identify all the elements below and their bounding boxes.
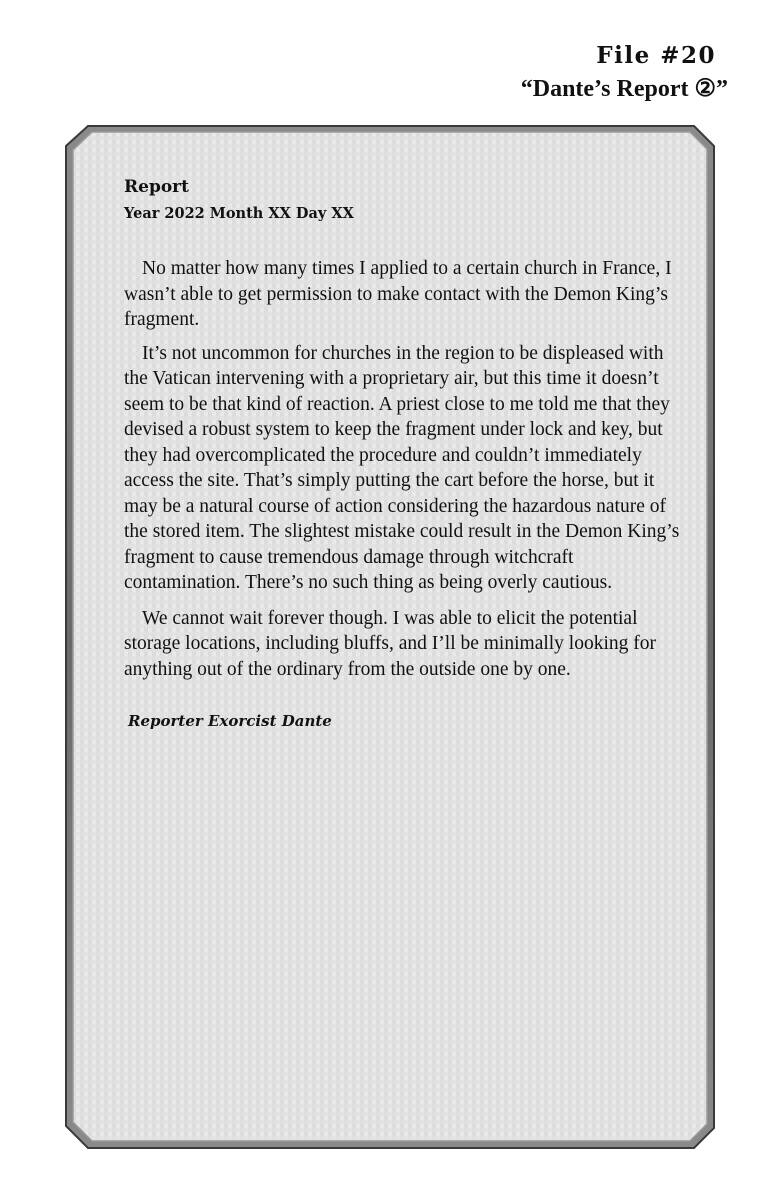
- report-paragraph-3: We cannot wait forever though. I was able to elicit the potential storage locations, including bluffs, and I’ll be minimally looking for anything out of the ordinary from the outside one by one.: [124, 607, 657, 680]
- report-paragraph-1: No matter how many times I applied to a certain church in France, I wasn’t able to get permission to make contact with the Demon King’s fragment.: [124, 258, 672, 330]
- report-date: Year 2022 Month XX Day XX: [124, 205, 354, 222]
- report-signature: Reporter Exorcist Dante: [128, 712, 332, 730]
- report-document: [124, 174, 684, 732]
- chapter-file-number: File #20: [596, 42, 716, 69]
- chapter-title: “Dante’s Report ②”: [520, 76, 728, 102]
- report-paragraph-2: It’s not uncommon for churches in the region to be displeased with the Vatican intervening with a proprietary air, but this time it doesn’t seem to be that kind of reaction. A priest close to me told me that they devised a robust system to keep the fragment under lock and key, but they had overcomplicated the procedure and couldn’t immediately access the site. That’s simply putting the cart before the horse, but it may be a natural course of action considering the hazardous nature of the stored item. The slightest mistake could result in the Demon King’s fragment to cause tremendous damage through witchcraft contamination. There’s no such thing as being overly cautious.: [124, 342, 680, 593]
- report-heading: Report: [124, 177, 189, 197]
